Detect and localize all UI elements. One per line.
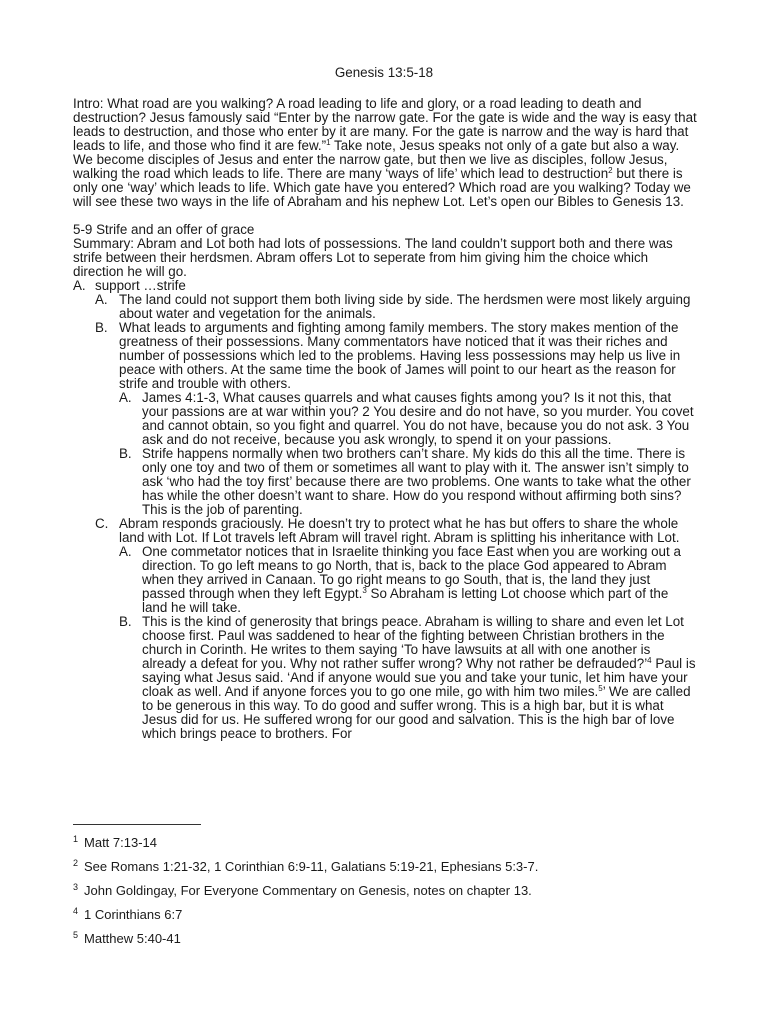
footnote-number: 1 <box>73 834 79 844</box>
footnote-text: See Romans 1:21-32, 1 Corinthian 6:9-11, Galatians 5:19-21, Ephesians 5:3-7. <box>84 859 539 874</box>
document-body <box>73 97 697 741</box>
footnote-item <box>73 932 713 946</box>
outline-text: What leads to arguments and fighting among family members. The story makes mention of the greatness of their possessions. Many commentators have noticed that it was their riches and number of possessions which led to the problems. Having less possessions may help us live in peace with others. At the same time the book of James will point to our heart as the reason for strife and trouble with others. <box>119 320 681 391</box>
footnote-text: Matt 7:13-14 <box>84 835 158 850</box>
intro-text-3: but there is only one ‘way’ which leads to life. Which gate have you entered? Which road are you walking? Today we will see these two ways in the life of Abraham and his nephew Lot. Let’s open our Bibles to Genesis 13. <box>73 166 691 209</box>
outline-item-a-c-b <box>119 615 697 741</box>
outline-item-a-b-a <box>119 391 697 447</box>
outline-marker: A. <box>73 278 86 293</box>
outline-text: Abram responds graciously. He doesn’t try to protect what he has but offers to share the whole land with Lot. If Lot travels left Abram will travel right. Abram is splitting his inheritance with Lot. <box>119 516 680 545</box>
footnote-text: Matthew 5:40-41 <box>84 931 181 946</box>
outline-text: James 4:1-3, What causes quarrels and what causes fights among you? Is it not this, that your passions are at war within you? 2 You desire and do not have, so you murder. You covet and cannot obtain, so you fight and quarrel. You do not have, because you do not ask. 3 You ask and do not receive, because you ask wrongly, to spend it on your passions. <box>142 390 694 447</box>
footnote-ref-4[interactable]: 4 <box>647 656 652 665</box>
outline-text-part: One commetator notices that in Israelite thinking you face East when you are working out a direction. To go left means to go North, that is, back to the place God appeared to Abram when they arrived in Canaan. To go right means to go South, that is, the land they just passed through when they left Egypt. <box>142 544 681 601</box>
footnote-number: 2 <box>73 858 79 868</box>
footnote-ref-5[interactable]: 5 <box>598 684 603 693</box>
outline-item-a-a <box>95 293 697 321</box>
outline-text-part: So Abraham is letting Lot choose which part of the land he will take. <box>142 586 669 615</box>
outline-text: The land could not support them both living side by side. The herdsmen were most likely arguing about water and vegetation for the animals. <box>119 292 691 321</box>
footnote-text: 1 Corinthians 6:7 <box>84 907 183 922</box>
outline-text-part: ’ We are called to be generous in this way. To do good and suffer wrong. This is a high bar, but it is what Jesus did for us. He suffered wrong for our good and salvation. This is the high bar of love which brings peace to brothers. For <box>142 684 691 741</box>
summary-paragraph: Summary: Abram and Lot both had lots of possessions. The land couldn’t support both and there was strife between their herdsmen. Abram offers Lot to seperate from him giving him the choice which direction he will go. <box>73 236 673 279</box>
page-title: Genesis 13:5-18 <box>334 65 434 80</box>
section-heading: 5-9 Strife and an offer of grace <box>73 222 255 237</box>
outline-text-part: Paul is saying what Jesus said. ‘And if anyone would sue you and take your tunic, let him have your cloak as well. And if anyone forces you to go one mile, go with him two miles. <box>142 656 696 699</box>
outline-item-a-c-a <box>119 545 697 615</box>
outline-marker: A. <box>119 390 132 405</box>
outline-marker: A. <box>95 292 108 307</box>
footnote-item <box>73 908 713 922</box>
outline-marker: B. <box>95 320 108 335</box>
outline-text: Strife happens normally when two brothers can’t share. My kids do this all the time. There is only one toy and two of them or sometimes all want to play with it. The answer isn’t simply to ask ‘who had the toy first’ because there are two problems. One wants to take what the other has while the other doesn’t want to share. How do you respond without affirming both sins? This is the job of parenting. <box>142 446 691 517</box>
footnote-number: 4 <box>73 906 79 916</box>
outline-item-a-c <box>95 517 697 545</box>
footnote-separator <box>73 824 201 825</box>
outline-marker: A. <box>119 544 132 559</box>
outline-marker: C. <box>95 516 109 531</box>
intro-paragraph <box>73 97 697 209</box>
outline-text: support …strife <box>95 278 186 293</box>
intro-text-2: Take note, Jesus speaks not only of a gate but also a way. We become disciples of Jesus and enter the narrow gate, but then we live as disciples, follow Jesus, walking the road which leads to life. There are many ‘ways of life’ which lead to destruction <box>73 138 680 181</box>
outline-text <box>142 545 697 615</box>
outline-text <box>142 615 697 741</box>
footnote-item <box>73 884 713 898</box>
outline-marker: B. <box>119 446 132 461</box>
outline-marker: B. <box>119 614 132 629</box>
intro-text-1: Intro: What road are you walking? A road leading to life and glory, or a road leading to death and destruction? Jesus famously said “Enter by the narrow gate. For the gate is wide and the way is easy that leads to destruction, and those who enter by it are many. For the gate is narrow and the way is hard that leads to life, and those who find it are few.” <box>73 96 697 153</box>
outline-item-a <box>73 279 697 293</box>
footnote-number: 5 <box>73 930 79 940</box>
outline-item-a-b-b <box>119 447 697 517</box>
footnote-text: John Goldingay, For Everyone Commentary on Genesis, notes on chapter 13. <box>84 883 532 898</box>
footnote-item <box>73 836 713 850</box>
footnotes <box>73 836 713 956</box>
footnote-ref-1[interactable]: 1 <box>326 138 331 147</box>
footnote-item <box>73 860 713 874</box>
footnote-number: 3 <box>73 882 79 892</box>
footnote-ref-3[interactable]: 3 <box>362 586 367 595</box>
footnote-ref-2[interactable]: 2 <box>608 166 613 175</box>
outline-item-a-b <box>95 321 697 391</box>
outline-text-part: This is the kind of generosity that brings peace. Abraham is willing to share and even let Lot choose first. Paul was saddened to hear of the fighting between Christian brothers in the church in Corinth. He writes to them saying ‘To have lawsuits at all with one another is already a defeat for you. Why not rather suffer wrong? Why not rather be defrauded?’ <box>142 614 684 671</box>
